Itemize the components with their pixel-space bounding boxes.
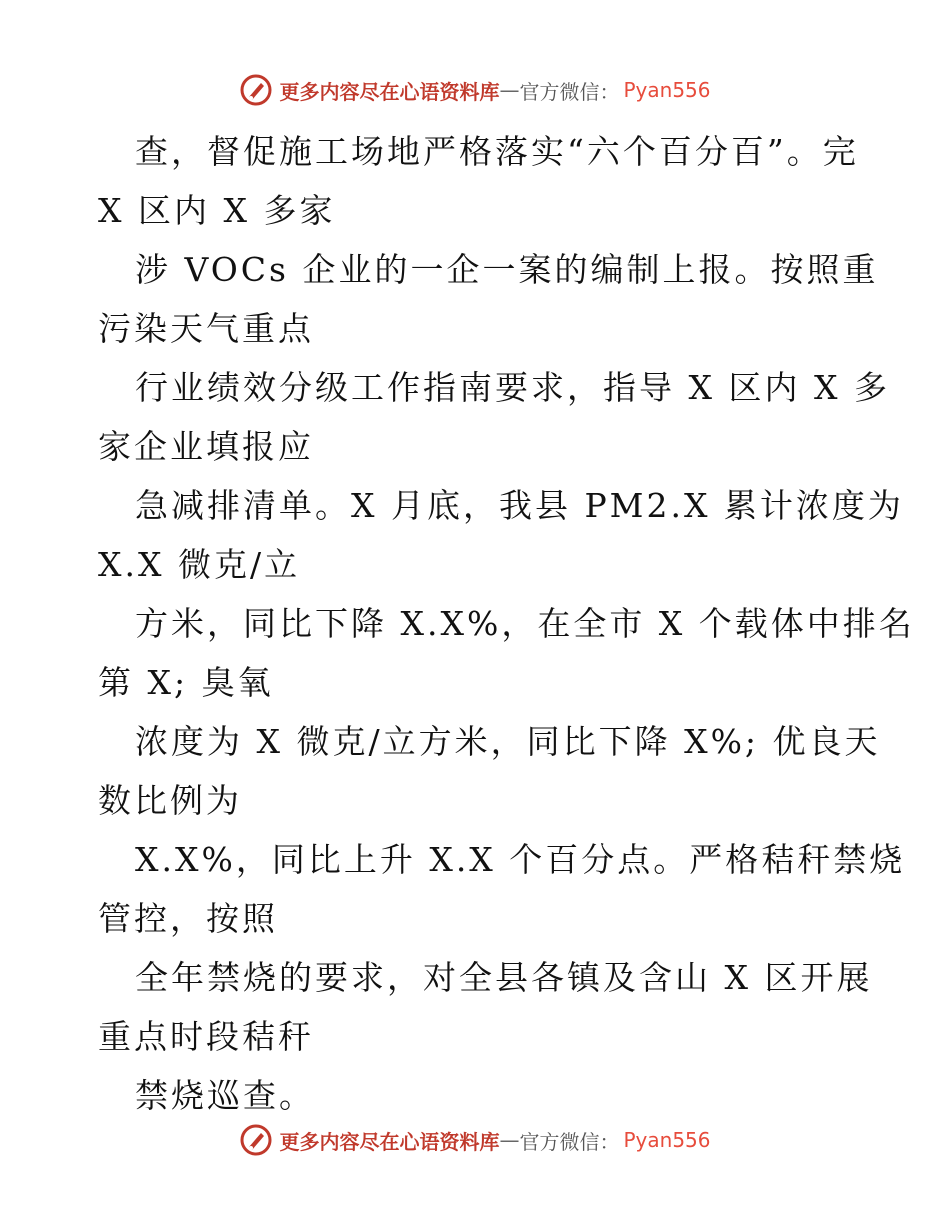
body-line: 禁烧巡查。: [135, 1076, 315, 1115]
body-line: 管控，按照: [98, 899, 278, 938]
watermark-wechat-id: Pyan556: [623, 1128, 711, 1152]
body-line: 行业绩效分级工作指南要求，指导 X 区内 X 多: [135, 368, 890, 407]
body-line: X.X%，同比上升 X.X 个百分点。严格秸秆禁烧: [135, 840, 906, 879]
footer-watermark: [0, 1120, 950, 1160]
body-line: X.X 微克/立: [98, 545, 301, 584]
watermark-wechat-label: 官方微信：: [519, 1129, 620, 1154]
body-line: 污染天气重点: [98, 309, 314, 348]
watermark-brand: 更多内容尽在心语资料库: [279, 1129, 500, 1154]
watermark-wechat-id: Pyan556: [623, 78, 711, 102]
body-line: 全年禁烧的要求，对全县各镇及含山 X 区开展: [135, 958, 873, 997]
pen-nib-logo-icon: [239, 1123, 273, 1157]
watermark-separator: —: [499, 1128, 520, 1152]
body-line: 查，督促施工场地严格落实“六个百分百”。完: [135, 132, 859, 171]
body-line: 家企业填报应: [98, 427, 314, 466]
document-body: [98, 122, 915, 1125]
body-line: 数比例为: [98, 781, 242, 820]
body-line: 重点时段秸秆: [98, 1017, 314, 1056]
body-line: 急减排清单。X 月底，我县 PM2.X 累计浓度为: [135, 486, 904, 525]
pen-nib-logo-icon: [239, 73, 273, 107]
body-line: 浓度为 X 微克/立方米，同比下降 X%; 优良天: [135, 722, 881, 761]
body-line: 方米，同比下降 X.X%，在全市 X 个载体中排名: [135, 604, 915, 643]
watermark-separator: —: [499, 78, 520, 102]
header-watermark: [0, 70, 950, 110]
body-line: X 区内 X 多家: [98, 191, 336, 230]
watermark-wechat-label: 官方微信：: [519, 79, 620, 104]
body-line: 涉 VOCs 企业的一企一案的编制上报。按照重: [135, 250, 879, 289]
body-line: 第 X; 臭氧: [98, 663, 274, 702]
watermark-brand: 更多内容尽在心语资料库: [279, 79, 500, 104]
